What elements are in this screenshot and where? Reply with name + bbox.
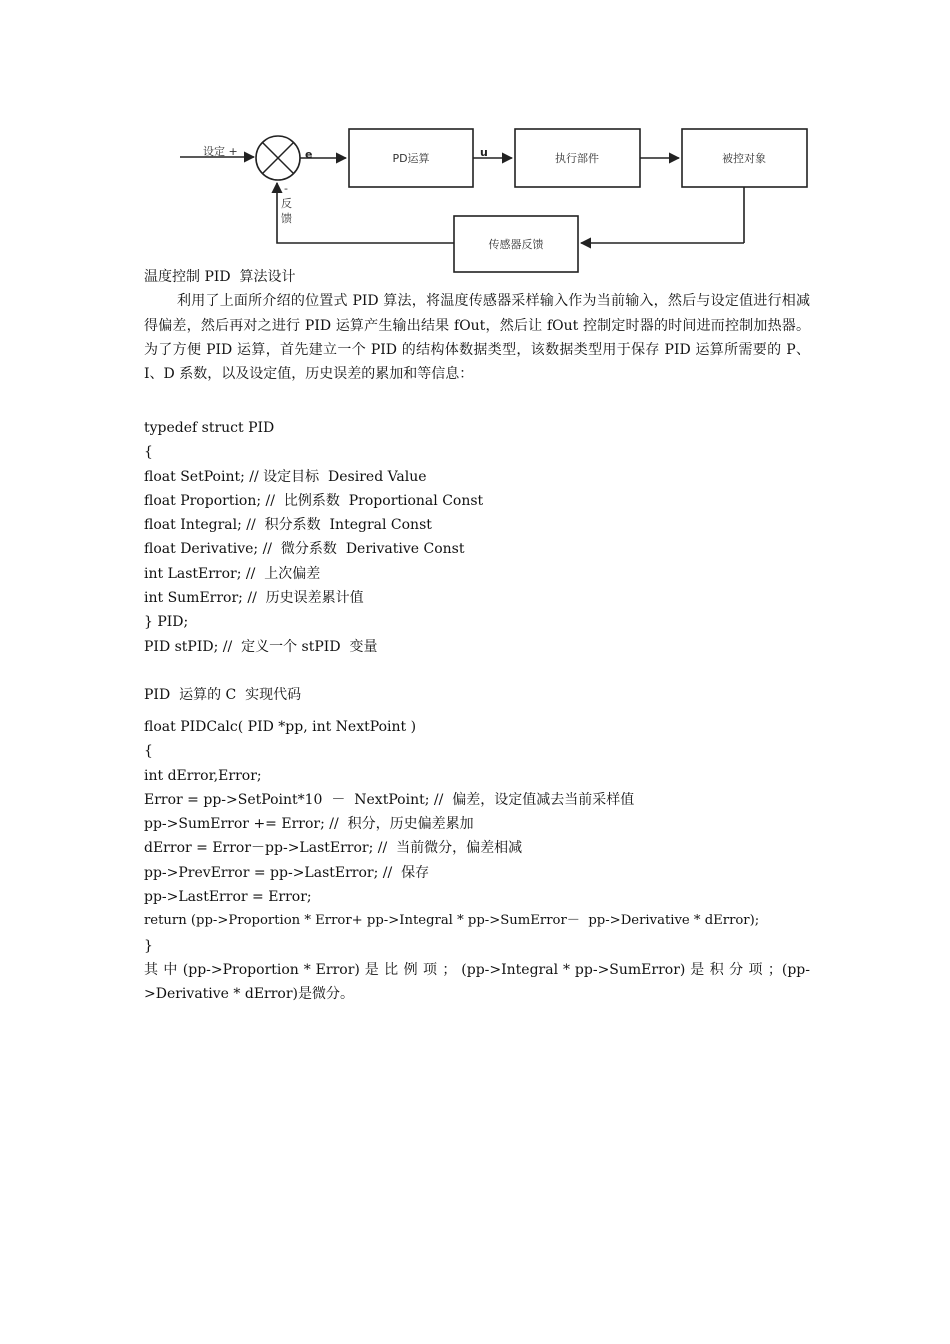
feedback-minus: -	[284, 182, 288, 195]
sensor-box-label: 传感器反馈	[488, 238, 544, 251]
code-line: float Derivative; // 微分系数 Derivative Const	[144, 541, 465, 558]
code-line: } PID;	[144, 614, 189, 631]
section-1	[144, 265, 810, 386]
code-line: float SetPoint; // 设定目标 Desired Value	[144, 468, 427, 485]
section-2-heading: PID 运算的 C 实现代码	[144, 687, 302, 704]
setpoint-label: 设定 +	[203, 145, 238, 158]
feedback-path	[277, 183, 454, 243]
code-line: return (pp->Proportion * Error+ pp->Integral * pp->SumError－ pp->Derivative * dError);	[144, 913, 760, 929]
code-line: }	[144, 937, 153, 954]
code-line: pp->LastError = Error;	[144, 889, 312, 906]
calc-code-block	[144, 715, 810, 1007]
code-line: float PIDCalc( PID *pp, int NextPoint )	[144, 719, 417, 735]
code-line: typedef struct PID	[144, 420, 275, 436]
feedback-label-2: 馈	[281, 212, 292, 225]
code-line: int dError,Error;	[144, 767, 262, 784]
code-line: Error = pp->SetPoint*10 － NextPoint; // 偏差，设定值减去当前采样值	[144, 791, 635, 808]
summing-junction	[256, 136, 300, 180]
pid-block-diagram	[170, 118, 820, 278]
code-line: PID stPID; // 定义一个 stPID 变量	[144, 638, 378, 655]
code-line: pp->SumError += Error; // 积分，历史偏差累加	[144, 816, 474, 833]
error-label: e	[305, 148, 313, 161]
feedback-label-1: 反	[281, 197, 292, 210]
struct-code-block	[144, 416, 810, 708]
pid-box-label: PD运算	[392, 152, 430, 165]
section-1-heading: 温度控制 PID 算法设计	[144, 269, 296, 285]
code-line: int SumError; // 历史误差累计值	[144, 590, 364, 607]
code-line: float Proportion; // 比例系数 Proportional Const	[144, 492, 484, 509]
code-line: float Integral; // 积分系数 Integral Const	[144, 517, 432, 534]
code-line: pp->PrevError = pp->LastError; // 保存	[144, 864, 430, 881]
code-line: {	[144, 743, 153, 760]
actuator-box-label: 执行部件	[555, 152, 599, 165]
section-1-paragraph: 利用了上面所介绍的位置式 PID 算法，将温度传感器采样输入作为当前输入，然后与设定值进行相减得偏差，然后再对之进行 PID 运算产生输出结果 fOut，然后让 fOut 控制定时器的时间进而控制加热器。为了方便 PID 运算，首先建立一个 PID 的结构体数据类型，该数据类型用于保存 PID 运算所需要的 P、I、D 系数，以及设定值，历史误差的累加和等信息：	[144, 293, 810, 383]
plant-box-label: 被控对象	[722, 152, 766, 165]
code-line: {	[144, 444, 153, 461]
closing-text: 其 中 (pp->Proportion * Error) 是 比 例 项 ； (pp->Integral * pp->SumError) 是 积 分 项 ；(pp->Derivative * dError)是微分。	[144, 961, 810, 1003]
blank-line	[144, 659, 810, 683]
code-line: dError = Error－pp->LastError; // 当前微分，偏差相减	[144, 840, 523, 857]
code-line: int LastError; // 上次偏差	[144, 565, 321, 582]
control-label: u	[480, 146, 488, 159]
